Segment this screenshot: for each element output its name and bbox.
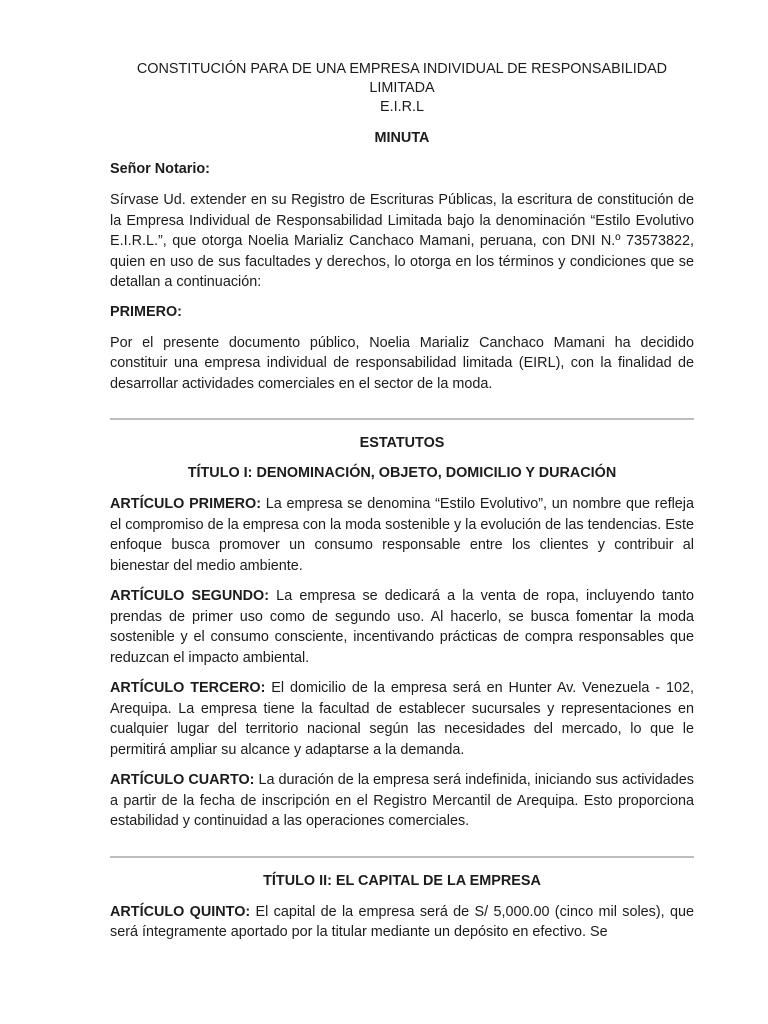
primero-heading: PRIMERO: [110, 303, 182, 320]
document-title-line-2: E.I.R.L [380, 99, 424, 115]
section-divider [110, 418, 694, 420]
titulo-2-heading: TÍTULO II: EL CAPITAL DE LA EMPRESA [263, 872, 541, 889]
titulo-1-heading: TÍTULO I: DENOMINACIÓN, OBJETO, DOMICILIO Y DURACIÓN [187, 465, 617, 481]
article-text: El domicilio de la empresa será en Hunter Av. Venezuela - 102, Arequipa. La empresa tiene la facultad de establecer sucursales y representaciones en cualquier lugar del territorio nacional según las necesidades del mercado, lo que le permitirá ampliar su alcance y adaptarse a la demanda. [110, 680, 694, 758]
salutation: Señor Notario: [110, 161, 210, 177]
article-tercero [110, 678, 694, 760]
minuta-heading: MINUTA [374, 130, 430, 146]
intro-paragraph: Sírvase Ud. extender en su Registro de Escrituras Públicas, la escritura de constitución de la Empresa Individual de Responsabilidad Limitada bajo la denominación “Estilo Evolutivo E.I.R.L.”, que otorga Noelia Marializ Canchaco Mamani, peruana, con DNI N.º 73573822, quien en uso de sus facultades y derechos, lo otorga en los términos y condiciones que se detallan a continuación: [110, 192, 694, 290]
article-text: La empresa se dedicará a la venta de ropa, incluyendo tanto prendas de primer uso como de segundo uso. Al hacerlo, se busca fomentar la moda sostenible y el consumo consciente, incentivando prácticas de compra responsables que reduzcan el impacto ambiental. [110, 588, 694, 666]
estatutos-heading: ESTATUTOS [359, 435, 445, 451]
article-text: La empresa se denomina “Estilo Evolutivo”, un nombre que refleja el compromiso de la empresa con la moda sostenible y la evolución de las tendencias. Este enfoque busca promover un consumo responsable entre los clientes y contribuir al bienestar del medio ambiente. [110, 496, 694, 574]
section-divider [110, 856, 694, 858]
article-label: ARTÍCULO PRIMERO: [110, 496, 262, 512]
primero-paragraph: Por el presente documento público, Noelia Marializ Canchaco Mamani ha decidido constituir una empresa individual de responsabilidad limitada (EIRL), con la finalidad de desarrollar actividades comerciales en el sector de la moda. [110, 334, 694, 392]
article-segundo [110, 586, 694, 668]
article-label: ARTÍCULO CUARTO: [110, 772, 255, 788]
article-label: ARTÍCULO TERCERO: [110, 680, 266, 696]
article-cuarto [110, 770, 694, 832]
document-title-line-1: CONSTITUCIÓN PARA DE UNA EMPRESA INDIVIDUAL DE RESPONSABILIDAD LIMITADA [136, 61, 668, 96]
article-text: La duración de la empresa será indefinida, iniciando sus actividades a partir de la fecha de inscripción en el Registro Mercantil de Arequipa. Esto proporciona estabilidad y continuidad a las operaciones comerciales. [110, 772, 694, 829]
article-text: El capital de la empresa será de S/ 5,000.00 (cinco mil soles), que será íntegramente aportado por la titular mediante un depósito en efectivo. Se [110, 903, 694, 940]
article-label: ARTÍCULO QUINTO: [110, 903, 251, 920]
article-primero [110, 494, 694, 576]
article-label: ARTÍCULO SEGUNDO: [110, 588, 270, 604]
article-quinto [110, 902, 694, 943]
document-title [110, 60, 694, 117]
document-page [110, 60, 694, 943]
